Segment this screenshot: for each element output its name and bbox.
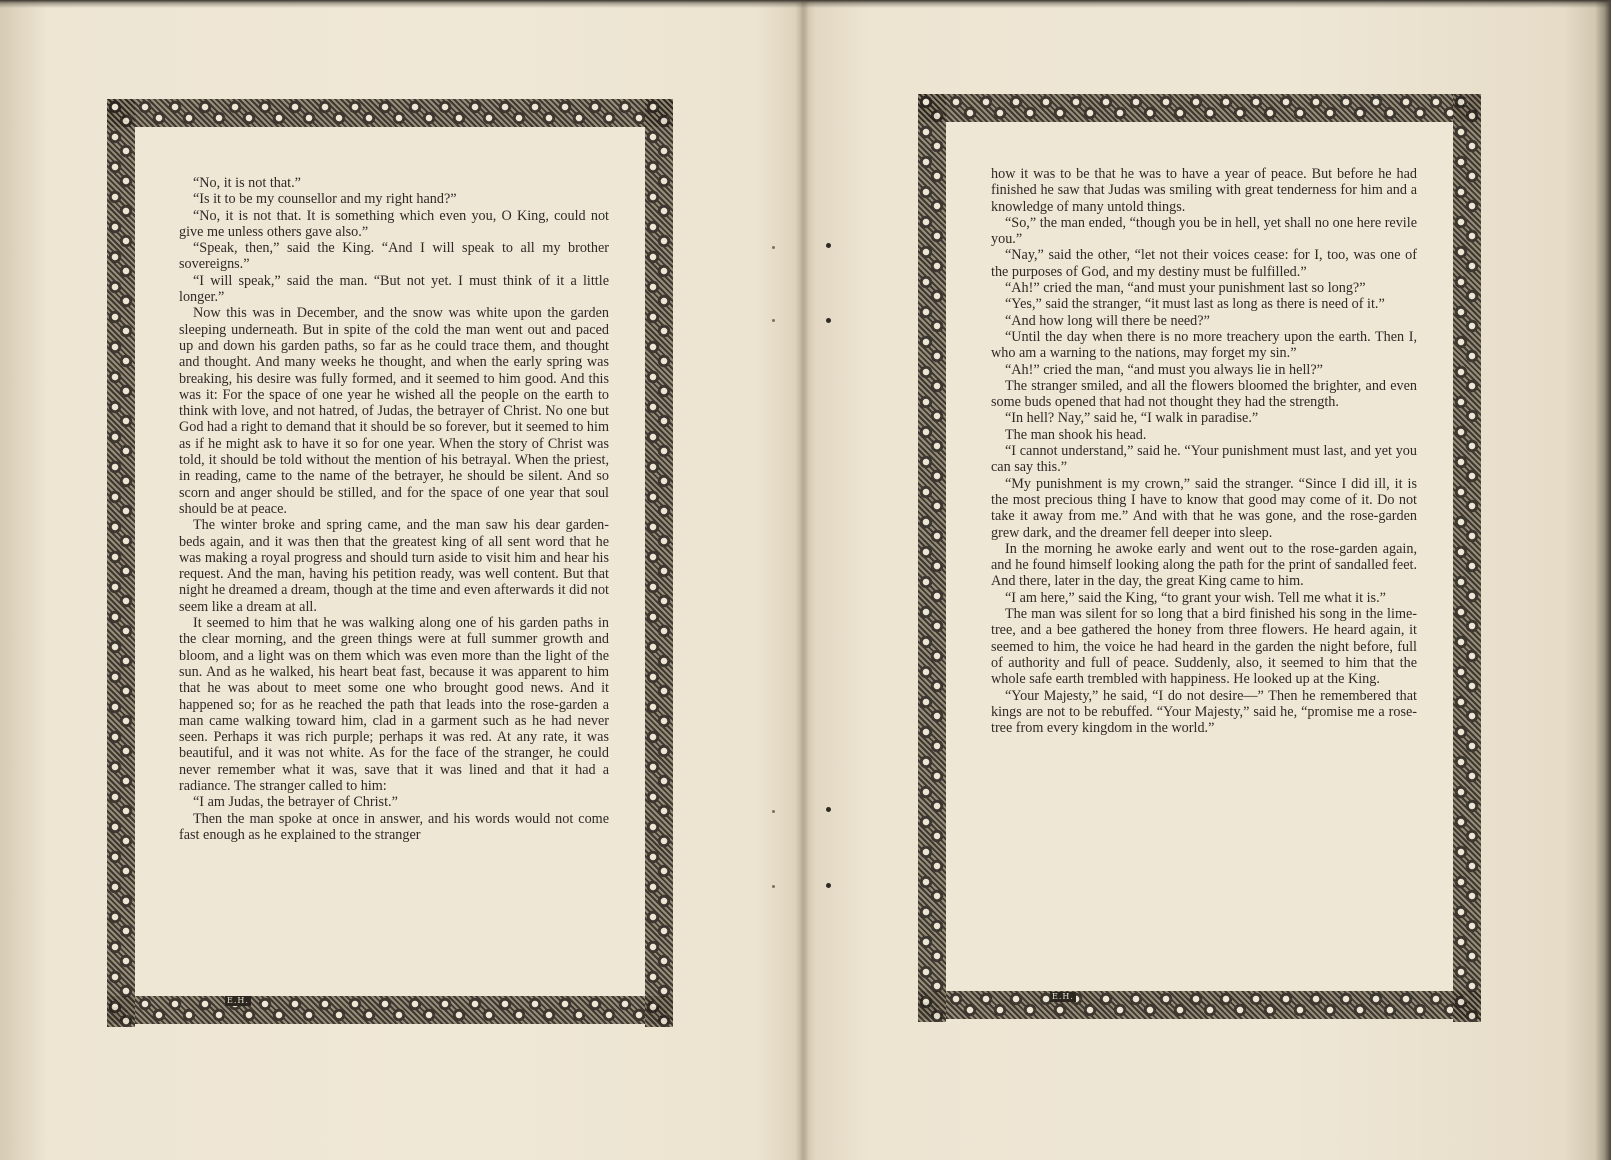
binding-hole xyxy=(772,319,775,322)
floral-border-right xyxy=(1453,94,1481,1022)
floral-border-left xyxy=(107,99,135,1027)
paragraph: “So,” the man ended, “though you be in hell, yet shall no one here revile you.” xyxy=(991,214,1417,248)
floral-border-top xyxy=(107,99,673,127)
right-page xyxy=(918,94,1481,1022)
page-edge-shadow xyxy=(1595,0,1611,1160)
binding-hole xyxy=(826,807,831,812)
left-page xyxy=(107,99,673,1027)
paragraph: In the morning he awoke early and went out to the rose-garden again, and he found himself looking along the path for the print of sandalled feet. And there, later in the day, the great King came to him. xyxy=(991,540,1417,590)
paragraph: Then the man spoke at once in answer, and his words would not come fast enough as he explained to the stranger xyxy=(179,810,609,843)
right-page-text xyxy=(991,166,1417,736)
paragraph: “Nay,” said the other, “let not their voices cease: for I, too, was one of the purposes of God, and my destiny must be fulfilled.” xyxy=(991,247,1417,280)
paragraph: The man shook his head. xyxy=(1005,426,1147,443)
paragraph: “I will speak,” said the man. “But not yet. I must think of it a little longer.” xyxy=(179,272,609,306)
paragraph: “My punishment is my crown,” said the stranger. “Since I did ill, it is the most precious thing I have to know that good may come of it. Do not take it away from me.” And with that he was gone, and the rose-garden grew dark, and the dreamer fell deeper into sleep. xyxy=(991,475,1417,541)
book-gutter xyxy=(795,0,809,1160)
paragraph: “In hell? Nay,” said he, “I walk in paradise.” xyxy=(1005,410,1259,427)
paragraph: “Is it to be my counsellor and my right hand?” xyxy=(193,191,457,208)
paragraph: “No, it is not that. It is something which even you, O King, could not give me unless others gave also.” xyxy=(179,207,609,240)
floral-border-top xyxy=(918,94,1481,122)
paragraph: It seemed to him that he was walking along one of his garden paths in the clear morning, and the green things were at full summer growth and bloom, and a light was on them which was even more than the light of the sun. And as he walked, his heart beat fast, because it was apparent to him that he was about to meet some one who brought good news. And it happened so; for as he reached the path that leads into the rose-garden a man came walking toward him, clad in a garment such as he had never seen. Perhaps it was rich purple; perhaps it was red. At any rate, it was beautiful, and it was not white. As for the face of the stranger, he could never remember what it was, save that it was lined and that it had a radiance. The stranger called to him: xyxy=(179,615,609,794)
paragraph: “I am Judas, the betrayer of Christ.” xyxy=(193,794,398,811)
paragraph: “Ah!” cried the man, “and must your punishment last so long?” xyxy=(1005,280,1366,297)
floral-border-left xyxy=(918,94,946,1022)
paragraph: The man was silent for so long that a bird finished his song in the lime-tree, and a bee gathered the honey from three flowers. He heard again, it seemed to him, the voice he had heard in the garden the night before, full of authority and full of peace. Suddenly, also, it seemed to him that the whole safe earth trembled with happiness. He looked up at the King. xyxy=(991,606,1417,688)
paragraph: “No, it is not that.” xyxy=(193,175,301,191)
paragraph: “Speak, then,” said the King. “And I will speak to all my brother sovereigns.” xyxy=(179,240,609,273)
illustrator-initials: E.H. xyxy=(1052,992,1074,1001)
illustrator-initials: E.H. xyxy=(227,996,249,1005)
floral-border-right xyxy=(645,99,673,1027)
binding-hole xyxy=(772,246,775,249)
paragraph: “I am here,” said the King, “to grant your wish. Tell me what it is.” xyxy=(1005,589,1386,606)
paragraph: “Yes,” said the stranger, “it must last as long as there is need of it.” xyxy=(1005,296,1385,313)
floral-border-bottom xyxy=(918,991,1481,1019)
binding-hole xyxy=(772,810,775,813)
paragraph: “Until the day when there is no more treachery upon the earth. Then I, who am a warning to the nations, may forget my sin.” xyxy=(991,328,1417,362)
paragraph: “Ah!” cried the man, “and must you always lie in hell?” xyxy=(1005,361,1323,378)
binding-hole xyxy=(772,885,775,888)
paragraph: how it was to be that he was to have a year of peace. But before he had finished he saw that Judas was smiling with great tenderness for him and a knowledge of many untold things. xyxy=(991,166,1417,215)
paragraph: Now this was in December, and the snow was white upon the garden sleeping underneath. But in spite of the cold the man went out and paced up and down his garden paths, so far as he could trace them, and thought and thought. And many weeks he thought, and when the early spring was breaking, his desire was fully formed, and it seemed to him good. And this was it: For the space of one year he wished all the people on the earth to think with love, and not hatred, of Judas, the betrayer of Christ. No one but God had a right to demand that it should be so forever, but it seemed to him as if he might ask to have it so for one year. When the story of Christ was told, it should be told without the mention of his betrayal. When the priest, in reading, came to the name of the betrayer, he should be silent. And so scorn and anger should be stilled, and for the space of one year that soul should be at peace. xyxy=(179,305,609,517)
paragraph: “And how long will there be need?” xyxy=(1005,312,1210,329)
floral-border-bottom xyxy=(107,996,673,1024)
paragraph: The winter broke and spring came, and the man saw his dear garden-beds again, and it was then that the greatest king of all sent word that he was making a royal progress and should turn aside to visit him and hear his request. And the man, having his petition ready, was well content. But that night he dreamed a dream, though at the time and even afterwards it did not seem like a dream at all. xyxy=(179,517,609,615)
paragraph: The stranger smiled, and all the flowers bloomed the brighter, and even some buds opened that had not thought they had the strength. xyxy=(991,377,1417,411)
binding-hole xyxy=(826,883,831,888)
binding-hole xyxy=(826,318,831,323)
binding-hole xyxy=(826,243,831,248)
paragraph: “I cannot understand,” said he. “Your punishment must last, and yet you can say this.” xyxy=(991,443,1417,476)
left-page-text xyxy=(179,175,609,843)
paragraph: “Your Majesty,” he said, “I do not desire—” Then he remembered that kings are not to be rebuffed. “Your Majesty,” said he, “promise me a rose-tree from every kingdom in the world.” xyxy=(991,687,1417,737)
